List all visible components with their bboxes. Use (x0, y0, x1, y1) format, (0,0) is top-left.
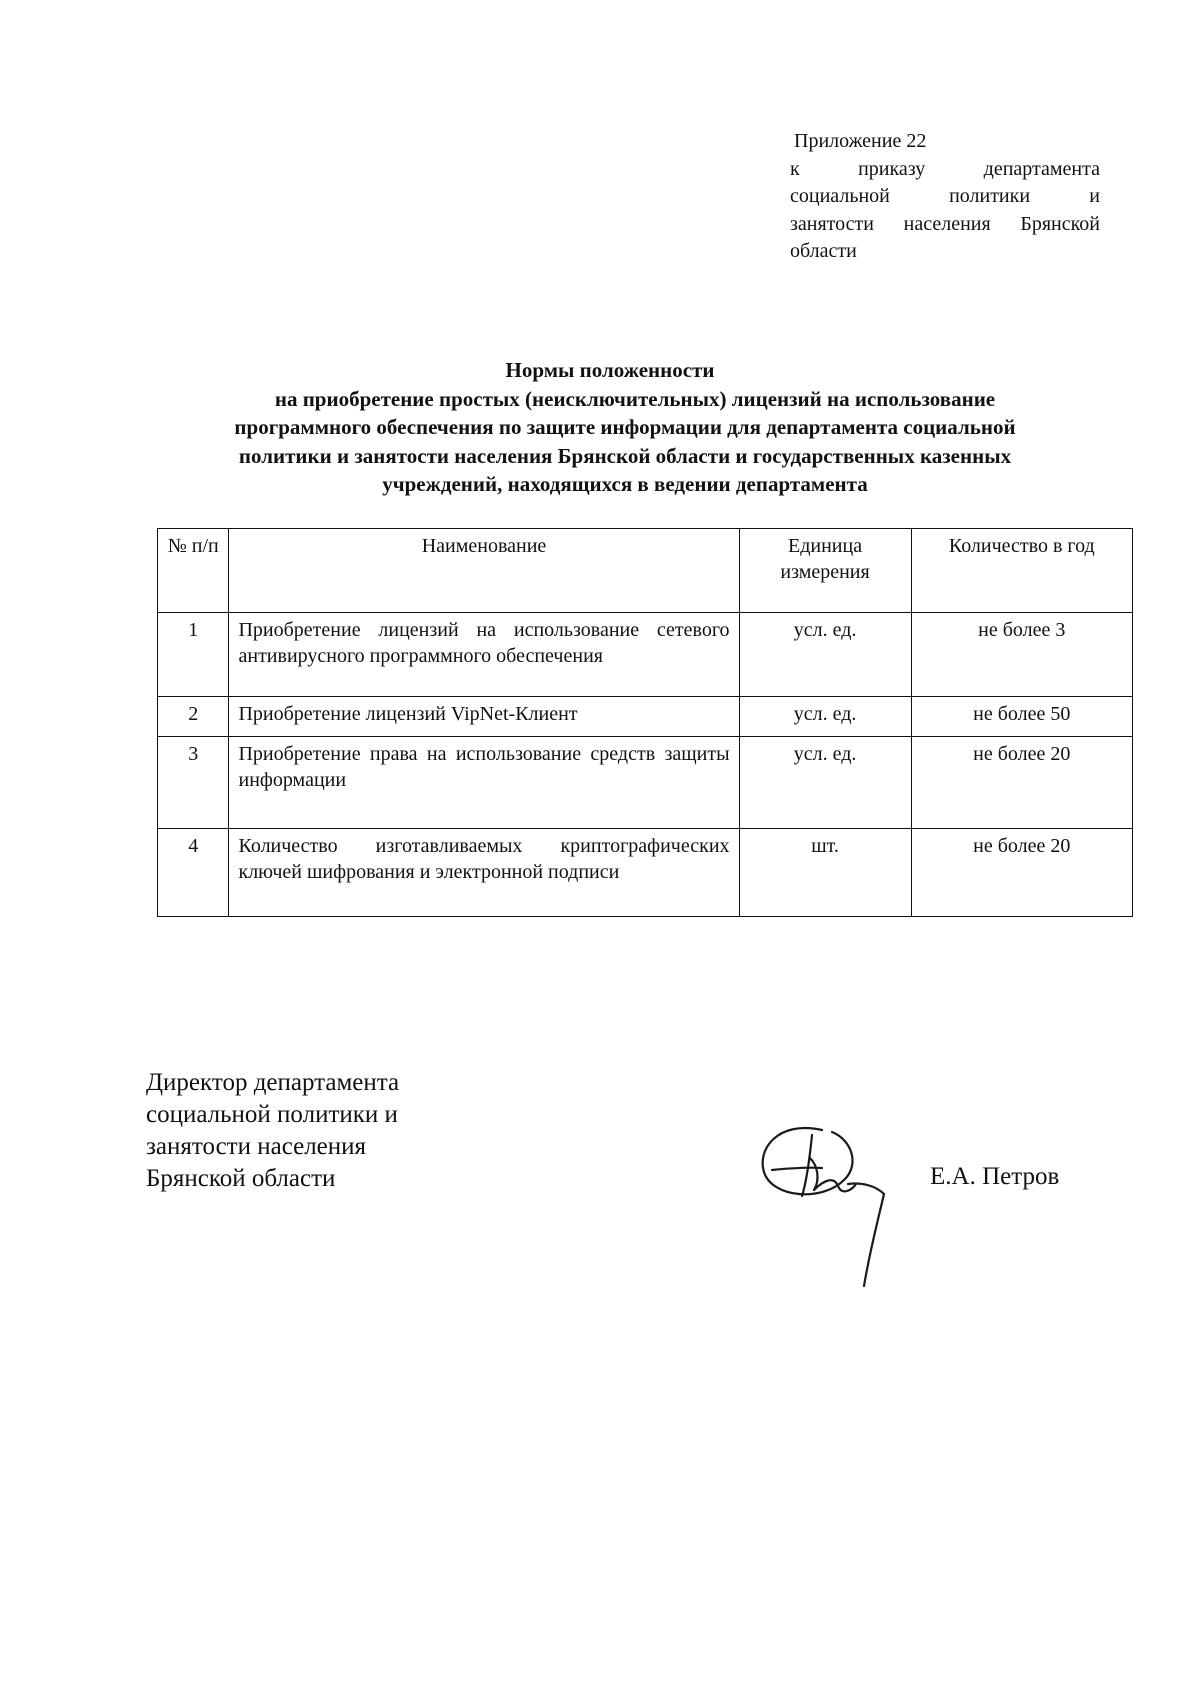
row-name: Приобретение права на использование средств защиты информации (229, 737, 739, 829)
row-name: Приобретение лицензий VipNet-Клиент (229, 697, 739, 737)
title-line-4: политики и занятости населения Брянской области и государственных казенных (238, 443, 1012, 468)
norms-table (157, 528, 1133, 917)
document-title (160, 356, 1090, 499)
appendix-number: Приложение 22 (794, 130, 927, 152)
appendix-reference (790, 128, 1100, 266)
row-unit: усл. ед. (739, 697, 911, 737)
row-name: Приобретение лицензий на использование сетевого антивирусного программного обеспечения (229, 613, 739, 697)
director-position (146, 1067, 526, 1195)
row-number: 1 (158, 613, 229, 697)
row-unit: шт. (739, 829, 911, 917)
title-line-3: программного обеспечения по защите информации для департамента социальной (234, 415, 1016, 439)
director-line-2: социальной политики и (146, 1101, 398, 1128)
row-quantity: не более 20 (911, 737, 1132, 829)
row-unit: усл. ед. (739, 613, 911, 697)
row-number: 2 (158, 697, 229, 737)
title-line-1: Нормы положенности (505, 358, 715, 382)
row-number: 4 (158, 829, 229, 917)
table-row (158, 737, 1133, 829)
row-name: Количество изготавливаемых криптографических ключей шифрования и электронной подписи (229, 829, 739, 917)
director-line-4: Брянской области (146, 1165, 336, 1192)
title-line-5: учреждений, находящихся в ведении департамента (382, 472, 868, 496)
appendix-order-line: к приказу департамента (790, 157, 1100, 180)
director-line-1: Директор департамента (146, 1069, 400, 1096)
row-quantity: не более 20 (911, 829, 1132, 917)
header-unit: Единица измерения (739, 529, 911, 613)
row-unit: усл. ед. (739, 737, 911, 829)
table-row (158, 613, 1133, 697)
handwritten-signature-icon (752, 1110, 922, 1290)
header-name: Наименование (229, 529, 739, 613)
header-quantity: Количество в год (911, 529, 1132, 613)
table-row (158, 697, 1133, 737)
title-line-2: на приобретение простых (неисключительных) лицензий на использование (274, 386, 996, 411)
director-line-3: занятости населения (146, 1133, 367, 1160)
appendix-region-line: области (790, 240, 857, 262)
header-number: № п/п (158, 529, 229, 613)
row-quantity: не более 3 (911, 613, 1132, 697)
table-header-row (158, 529, 1133, 613)
signer-name: Е.А. Петров (930, 1163, 1060, 1190)
row-number: 3 (158, 737, 229, 829)
row-quantity: не более 50 (911, 697, 1132, 737)
table-row (158, 829, 1133, 917)
appendix-department-line: социальной политики и (790, 185, 1100, 207)
appendix-employment-line: занятости населения Брянской (790, 212, 1100, 235)
